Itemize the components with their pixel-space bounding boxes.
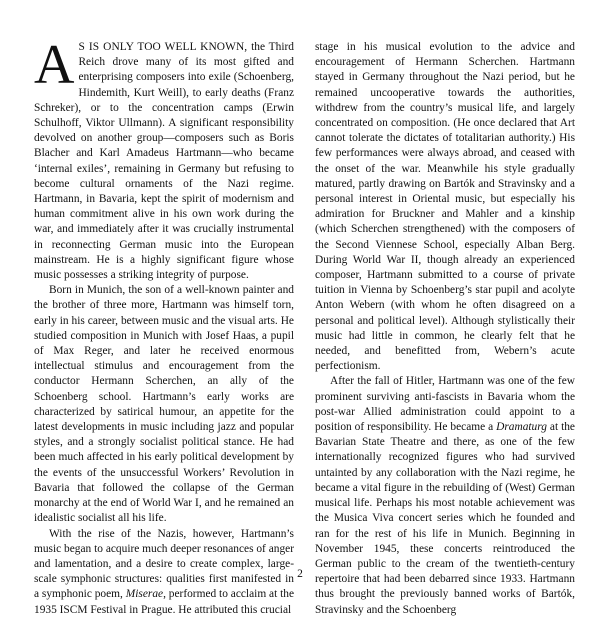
paragraph-2: Born in Munich, the son of a well-known painter and the brother of three more, Hartmann was himself torn, early in his career, between music and the visual arts. He studied composition in Munich with Josef Haas, a pupil of Max Reger, and later he received enormous intellectual stimulus and encouragement from the conductor Hermann Scherchen, an ally of the Schoenberg school. Hartmann’s early works are characterized by satirical humour, an appetite for the latest developments in music including jazz and popular styles, and a strongly socialist political stance. He had been much affected in his early political development by the events of the unsuccessful Workers’ Revolution in Bavaria that followed the collapse of the German monarchy at the end of World War I, and he remained an idealistic socialist all his life. [34,284,294,525]
paragraph-5-text-a: After the fall of Hitler, Hartmann was one of the few prominent surviving anti-fascists in Bavaria whom the post-war Allied administration could appoint to a position of responsibility. He became a [315,375,575,434]
drop-cap: A [34,34,75,96]
paragraph-5 [315,374,575,617]
right-column [315,40,575,618]
paragraph-1 [34,34,294,283]
paragraph-3-text-b: , performed to acclaim at the 1935 ISCM Festival in Prague. He attributed this crucial [34,588,295,616]
page-number: 2 [297,568,303,580]
term-dramaturg: Dramaturg [496,421,547,434]
paragraph-5-text-b: at the Bavarian State Theatre and there, as one of the few internationally recognized figures who had survived untainted by any collaboration with the Nazi regime, he became a vital figure in the rebuilding of (West) German musical life. Perhaps his most notable achievement was the Musica Viva concert series which he founded and ran for the rest of his life in Munich. Beginning in November 1945, these concerts reintroduced the German public to the cream of the twentieth-century repertoire that had been debarred since 1933. Hartmann thus brought the previously banned works of Bartók, Stravinsky and the Schoenberg [315,421,575,616]
left-column [34,34,295,618]
work-title-miserae: Miserae [125,588,164,601]
paragraph-4: stage in his musical evolution to the advice and encouragement of Hermann Scherchen. Hartmann stayed in Germany throughout the Nazi period, but he remained uncooperative towards the authorities, withdrew from the country’s musical life, and largely concentrated on composition. (He once declared that Art cannot tolerate the dictates of totalitarian authority.) His few performances were always abroad, and ceased with the onset of the war. Meanwhile his style gradually matured, partly drawing on Bartók and Stravinsky and a personal interest in Oriental music, but especially his admiration for Bruckner and Mahler and a kinship (which Scherchen strengthened) with the composers of the Second Viennese School, especially Alban Berg. During World War II, though already an experienced composer, Hartmann submitted to a course of private tuition in Vienna by Schoenberg’s star pupil and acolyte Anton Webern (with whom he often disagreed on a personal and political level). Although stylistically their music had little in common, he clearly felt that he needed, and benefitted from, Webern’s acute perfectionism. [315,41,575,373]
paragraph-1-text: the Third Reich drove many of its most gifted and enterprising composers into exile (Schoenberg, Hindemith, Kurt Weill), to early deaths (Franz Schreker), or to the concentration camps (Erwin Schulhoff, Viktor Ullmann). A significant responsibility devolved on another group—composers such as Boris Blacher and Karl Amadeus Hartmann—who became ‘internal exiles’, remaining in Germany but refusing to become cultural ornaments of the Nazi regime. Hartmann, in Bavaria, kept the spirit of modernism and human commitment alive in his own work during the war, and immediately after it was crucially instrumental in reconnecting German music into the European mainstream. He is a highly significant figure whose music possesses a striking integrity of purpose. [34,41,294,282]
lead-in-text: S IS ONLY TOO WELL KNOWN, [78,41,248,53]
paragraph-3-text-a: With the rise of the Nazis, however, Hartmann’s music began to acquire much deeper resonances of anger and lamentation, and a desire to create complex, large-scale symphonic structures: qualities first manifested in a symphonic poem, [34,527,294,601]
